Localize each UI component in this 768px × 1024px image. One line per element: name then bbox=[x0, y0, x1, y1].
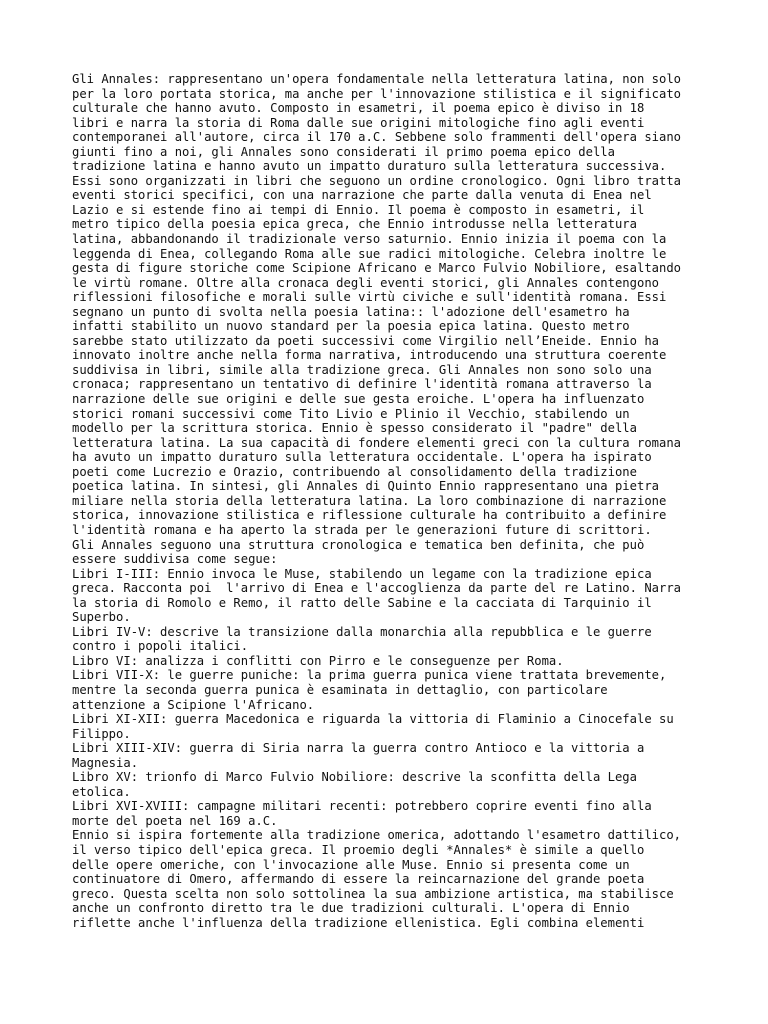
text-line: attenzione a Scipione l'Africano. bbox=[72, 697, 315, 712]
text-line: contro i popoli italici. bbox=[72, 639, 249, 654]
text-line: Libro VI: analizza i conflitti con Pirro e le conseguenze per Roma. bbox=[72, 653, 564, 668]
document-body bbox=[72, 72, 712, 930]
text-line: riflessioni filosofiche e morali sulle virtù civiche e sull'identità romana. Essi bbox=[72, 290, 667, 305]
text-line: ha avuto un impatto duraturo sulla letteratura occidentale. L'opera ha ispirato bbox=[72, 450, 652, 465]
text-line: morte del poeta nel 169 a.C. bbox=[72, 813, 278, 828]
text-line: greca. Racconta poi l'arrivo di Enea e l'accoglienza da parte del re Latino. Narra bbox=[72, 581, 682, 596]
text-line: Libri XI-XII: guerra Macedonica e riguarda la vittoria di Flaminio a Cinocefale su bbox=[72, 712, 674, 727]
text-line: Superbo. bbox=[72, 610, 131, 625]
text-line: narrazione delle sue origini e delle sue gesta eroiche. L'opera ha influenzato bbox=[72, 392, 645, 407]
text-line: Libri XIII-XIV: guerra di Siria narra la guerra contro Antioco e la vittoria a bbox=[72, 741, 645, 756]
text-line: Essi sono organizzati in libri che seguono un ordine cronologico. Ogni libro tratta bbox=[72, 173, 682, 188]
text-line: Libri XVI-XVIII: campagne militari recenti: potrebbero coprire eventi fino alla bbox=[72, 799, 652, 814]
text-line: letteratura latina. La sua capacità di fondere elementi greci con la cultura romana bbox=[72, 435, 682, 450]
text-line: cronaca; rappresentano un tentativo di definire l'identità romana attraverso la bbox=[72, 377, 652, 392]
text-line: leggenda di Enea, collegando Roma alle sue radici mitologiche. Celebra inoltre le bbox=[72, 246, 667, 261]
text-line: contemporanei all'autore, circa il 170 a.C. Sebbene solo frammenti dell'opera siano bbox=[72, 130, 682, 145]
text-line: Gli Annales seguono una struttura cronologica e tematica ben definita, che può bbox=[72, 537, 645, 552]
text-line: modello per la scrittura storica. Ennio è spesso considerato il "padre" della bbox=[72, 421, 637, 436]
text-line: storica, innovazione stilistica e riflessione culturale ha contribuito a definire bbox=[72, 508, 667, 523]
text-line: latina, abbandonando il tradizionale verso saturnio. Ennio inizia il poema con la bbox=[72, 232, 667, 247]
text-line: Filippo. bbox=[72, 726, 131, 741]
text-line: continuatore di Omero, affermando di essere la reincarnazione del grande poeta bbox=[72, 872, 645, 887]
text-line: miliare nella storia della letteratura latina. La loro combinazione di narrazione bbox=[72, 493, 667, 508]
text-line: infatti stabilito un nuovo standard per la poesia epica latina. Questo metro bbox=[72, 319, 630, 334]
text-line: anche un confronto diretto tra le due tradizioni culturali. L'opera di Ennio bbox=[72, 901, 630, 916]
text-line: Gli Annales: rappresentano un'opera fondamentale nella letteratura latina, non solo bbox=[72, 72, 682, 86]
text-line: Magnesia. bbox=[72, 755, 139, 770]
text-line: innovato inoltre anche nella forma narrativa, introducendo una struttura coerente bbox=[72, 348, 667, 363]
text-line: delle opere omeriche, con l'invocazione alle Muse. Ennio si presenta come un bbox=[72, 857, 630, 872]
text-line: Libri I-III: Ennio invoca le Muse, stabilendo un legame con la tradizione epica bbox=[72, 566, 652, 581]
text-line: greco. Questa scelta non solo sottolinea la sua ambizione artistica, ma stabilisce bbox=[72, 886, 674, 901]
text-line: eventi storici specifici, con una narrazione che parte dalla venuta di Enea nel bbox=[72, 188, 652, 203]
text-line: il verso tipico dell'epica greca. Il proemio degli *Annales* è simile a quello bbox=[72, 842, 645, 857]
text-line: riflette anche l'influenza della tradizione ellenistica. Egli combina elementi bbox=[72, 915, 645, 930]
text-line: Libro XV: trionfo di Marco Fulvio Nobiliore: descrive la sconfitta della Lega bbox=[72, 770, 637, 785]
text-line: l'identità romana e ha aperto la strada per le generazioni future di scrittori. bbox=[72, 522, 652, 537]
text-line: libri e narra la storia di Roma dalle sue origini mitologiche fino agli eventi bbox=[72, 115, 645, 130]
text-line: etolica. bbox=[72, 784, 131, 799]
text-line: sarebbe stato utilizzato da poeti successivi come Virgilio nell’Eneide. Ennio ha bbox=[72, 333, 659, 348]
text-line: essere suddivisa come segue: bbox=[72, 552, 278, 567]
text-line: gesta di figure storiche come Scipione Africano e Marco Fulvio Nobiliore, esaltando bbox=[72, 261, 682, 276]
text-line: culturale che hanno avuto. Composto in esametri, il poema epico è diviso in 18 bbox=[72, 101, 645, 116]
text-line: suddivisa in libri, simile alla tradizione greca. Gli Annales non sono solo una bbox=[72, 362, 652, 377]
text-line: le virtù romane. Oltre alla cronaca degli eventi storici, gli Annales contengono bbox=[72, 275, 659, 290]
text-line: Lazio e si estende fino ai tempi di Ennio. Il poema è composto in esametri, il bbox=[72, 202, 645, 217]
text-line: poetica latina. In sintesi, gli Annales di Quinto Ennio rappresentano una pietra bbox=[72, 479, 659, 494]
text-line: poeti come Lucrezio e Orazio, contribuendo al consolidamento della tradizione bbox=[72, 464, 637, 479]
text-line: la storia di Romolo e Remo, il ratto delle Sabine e la cacciata di Tarquinio il bbox=[72, 595, 652, 610]
text-line: Libri IV-V: descrive la transizione dalla monarchia alla repubblica e le guerre bbox=[72, 624, 652, 639]
text-line: giunti fino a noi, gli Annales sono considerati il primo poema epico della bbox=[72, 144, 615, 159]
text-line: metro tipico della poesia epica greca, che Ennio introdusse nella letteratura bbox=[72, 217, 637, 232]
text-line: Libri VII-X: le guerre puniche: la prima guerra punica viene trattata brevemente, bbox=[72, 668, 667, 683]
text-line: mentre la seconda guerra punica è esaminata in dettaglio, con particolare bbox=[72, 682, 608, 697]
text-line: Ennio si ispira fortemente alla tradizione omerica, adottando l'esametro dattilico, bbox=[72, 828, 682, 843]
text-line: storici romani successivi come Tito Livio e Plinio il Vecchio, stabilendo un bbox=[72, 406, 630, 421]
text-line: per la loro portata storica, ma anche per l'innovazione stilistica e il significato bbox=[72, 86, 682, 101]
text-line: tradizione latina e hanno avuto un impatto duraturo sulla letteratura successiva. bbox=[72, 159, 667, 174]
text-line: segnano un punto di svolta nella poesia latina:: l'adozione dell'esametro ha bbox=[72, 304, 630, 319]
